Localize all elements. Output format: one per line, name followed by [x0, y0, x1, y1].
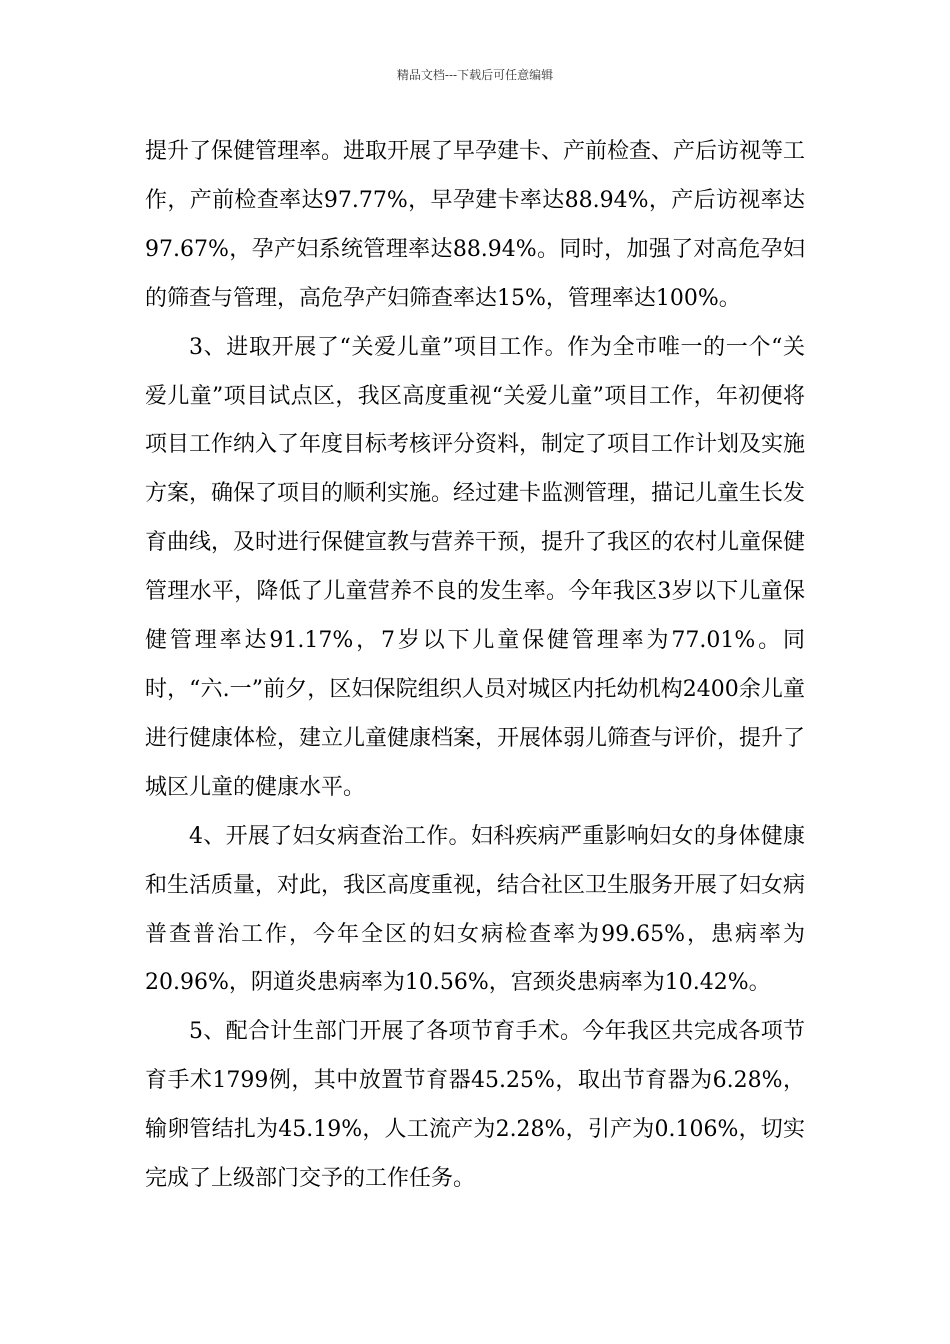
- paragraph-item-3: 3、进取开展了“关爱儿童”项目工作。作为全市唯一的一个“关爱儿童”项目试点区，我区高度重视“关爱儿童”项目工作，年初便将项目工作纳入了年度目标考核评分资料，制定了项目工作计划及实施方案，确保了项目的顺利实施。经过建卡监测管理，描记儿童生长发育曲线，及时进行保健宣教与营养干预，提升了我区的农村儿童保健管理水平，降低了儿童营养不良的发生率。今年我区3岁以下儿童保健管理率达91.17%，7岁以下儿童保健管理率为77.01%。同时，“六.一”前夕，区妇保院组织人员对城区内托幼机构2400余儿童进行健康体检，建立儿童健康档案，开展体弱儿筛查与评价，提升了城区儿童的健康水平。: [145, 334, 806, 800]
- paragraph-item-4: 4、开展了妇女病查治工作。妇科疾病严重影响妇女的身体健康和生活质量，对此，我区高度重视，结合社区卫生服务开展了妇女病普查普治工作，今年全区的妇女病检查率为99.65%，患病率为20.96%，阴道炎患病率为10.56%，宫颈炎患病率为10.42%。: [145, 823, 806, 996]
- paragraph-continuation: 提升了保健管理率。进取开展了早孕建卡、产前检查、产后访视等工作，产前检查率达97.77%，早孕建卡率达88.94%，产后访视率达97.67%，孕产妇系统管理率达88.94%。同时，加强了对高危孕妇的筛查与管理，高危孕产妇筛查率达15%，管理率达100%。: [145, 139, 806, 311]
- paragraph-item-5: 5、配合计生部门开展了各项节育手术。今年我区共完成各项节育手术1799例，其中放置节育器45.25%，取出节育器为6.28%，输卵管结扎为45.19%，人工流产为2.28%，引产为0.106%，切实完成了上级部门交予的工作任务。: [145, 1019, 805, 1192]
- document-body: [145, 128, 805, 1204]
- page-header: 精品文档---下载后可任意编辑: [396, 68, 554, 82]
